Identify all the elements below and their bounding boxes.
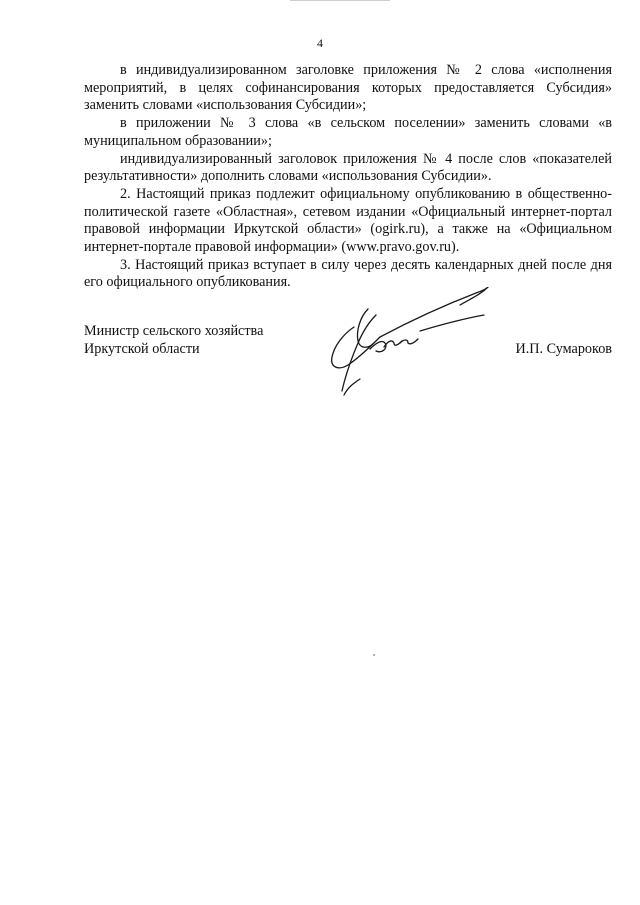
paragraph-effective-date: 3. Настоящий приказ вступает в силу через десять календарных дней после дня его официального опубликования. [84, 256, 612, 291]
signer-title [84, 323, 263, 358]
signature-block [84, 323, 612, 403]
signer-name: И.П. Сумароков [515, 340, 612, 357]
paragraph-appendix-3: в приложении № 3 слова «в сельском поселении» заменить словами «в муниципальном образовании»; [84, 115, 612, 149]
paragraph-appendix-2: в индивидуализированном заголовке приложения № 2 слова «исполнения мероприятий, в целях софинансирования которых предоставляется Субсидия» заменить словами «использования Субсидии»; [84, 62, 612, 114]
signer-title-line-2: Иркутской области [84, 340, 200, 357]
paragraph-appendix-4: индивидуализированный заголовок приложения № 4 после слов «показателей результативности» дополнить словами «использования Субсидии». [84, 150, 612, 185]
scan-edge-mark [290, 0, 390, 3]
scan-speck [373, 654, 375, 656]
signer-title-line-1: Министр сельского хозяйства [84, 323, 264, 339]
handwritten-signature [320, 287, 496, 399]
paragraph-publication: 2. Настоящий приказ подлежит официальному опубликованию в общественно-политической газете «Областная», сетевом издании «Официальный интернет-портал правовой информации Иркутской области» (ogirk.ru), а также на «Официальном интернет-портале правовой информации» (www.pravo.gov.ru). [84, 185, 612, 256]
page-number: 4 [317, 36, 323, 50]
document-body [84, 62, 612, 292]
